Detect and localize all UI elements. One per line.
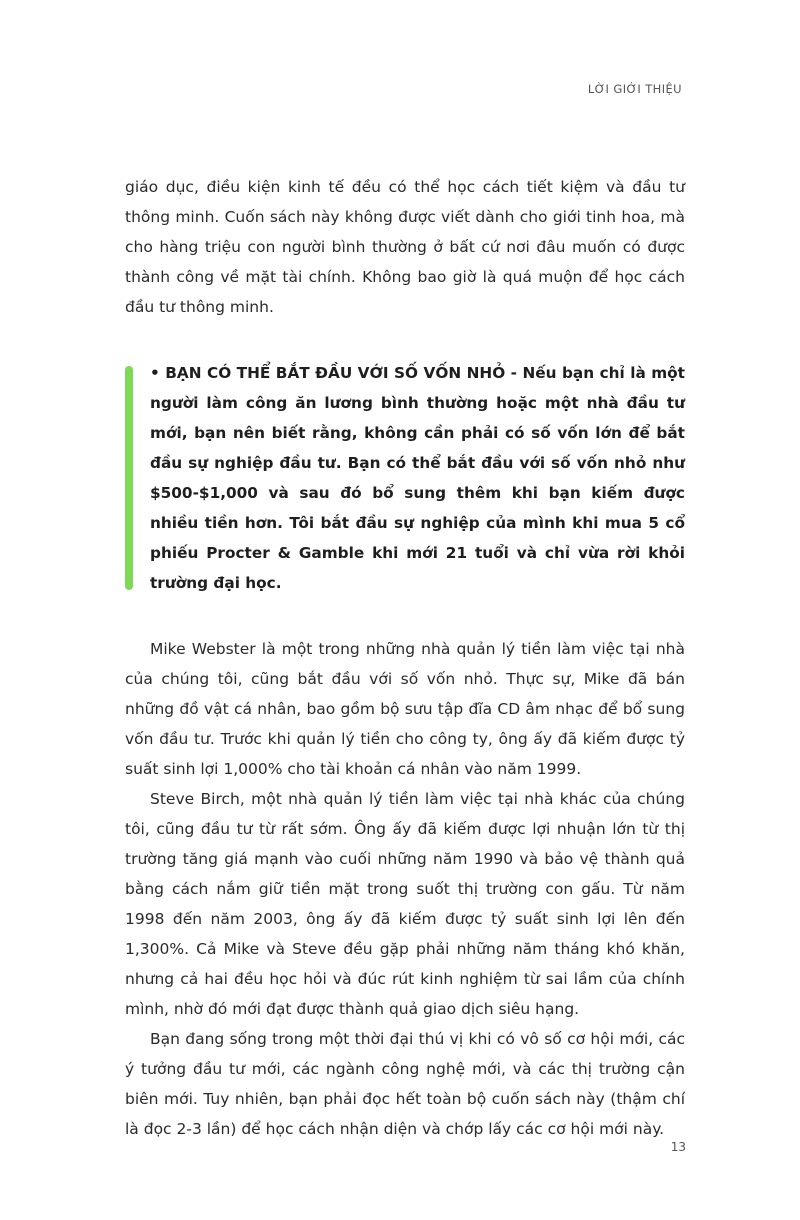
callout-box [125,358,685,598]
intro-paragraph: giáo dục, điều kiện kinh tế đều có thể học cách tiết kiệm và đầu tư thông minh. Cuốn sách này không được viết dành cho giới tinh hoa, mà cho hàng triệu con người bình thường ở bất cứ nơi đâu muốn có được thành công về mặt tài chính. Không bao giờ là quá muộn để học cách đầu tư thông minh. [125,178,685,316]
body-paragraph-mike: Mike Webster là một trong những nhà quản lý tiền làm việc tại nhà của chúng tôi, cũng bắt đầu với số vốn nhỏ. Thực sự, Mike đã bán những đồ vật cá nhân, bao gồm bộ sưu tập đĩa CD âm nhạc để bổ sung vốn đầu tư. Trước khi quản lý tiền cho công ty, ông ấy đã kiếm được tỷ suất sinh lợi 1,000% cho tài khoản cá nhân vào năm 1999. [125,640,685,778]
page-number: 13 [670,1140,686,1154]
running-header: LỜI GIỚI THIỆU [587,82,682,96]
body-paragraph-steve: Steve Birch, một nhà quản lý tiền làm việc tại nhà khác của chúng tôi, cũng đầu tư từ rất sớm. Ông ấy đã kiếm được lợi nhuận lớn từ thị trường tăng giá mạnh vào cuối những năm 1990 và bảo vệ thành quả bằng cách nắm giữ tiền mặt trong suốt thị trường con gấu. Từ năm 1998 đến năm 2003, ông ấy đã kiếm được tỷ suất sinh lợi lên đến 1,300%. Cả Mike và Steve đều gặp phải những năm tháng khó khăn, nhưng cả hai đều học hỏi và đúc rút kinh nghiệm từ sai lầm của chính mình, nhờ đó mới đạt được thành quả giao dịch siêu hạng. [125,790,685,1018]
body-paragraph-opportunities: Bạn đang sống trong một thời đại thú vị khi có vô số cơ hội mới, các ý tưởng đầu tư mới, các ngành công nghệ mới, và các thị trường cận biên mới. Tuy nhiên, bạn phải đọc hết toàn bộ cuốn sách này (thậm chí là đọc 2-3 lần) để học cách nhận diện và chớp lấy các cơ hội mới này. [125,1030,685,1138]
callout-accent-bar [125,366,133,590]
page-content [125,172,685,1144]
callout-text: • BẠN CÓ THỂ BẮT ĐẦU VỚI SỐ VỐN NHỎ - Nếu bạn chỉ là một người làm công ăn lương bình thường hoặc một nhà đầu tư mới, bạn nên biết rằng, không cần phải có số vốn lớn để bắt đầu sự nghiệp đầu tư. Bạn có thể bắt đầu với số vốn nhỏ như $500-$1,000 và sau đó bổ sung thêm khi bạn kiếm được nhiều tiền hơn. Tôi bắt đầu sự nghiệp của mình khi mua 5 cổ phiếu Procter & Gamble khi mới 21 tuổi và chỉ vừa rời khỏi trường đại học. [150,364,685,592]
